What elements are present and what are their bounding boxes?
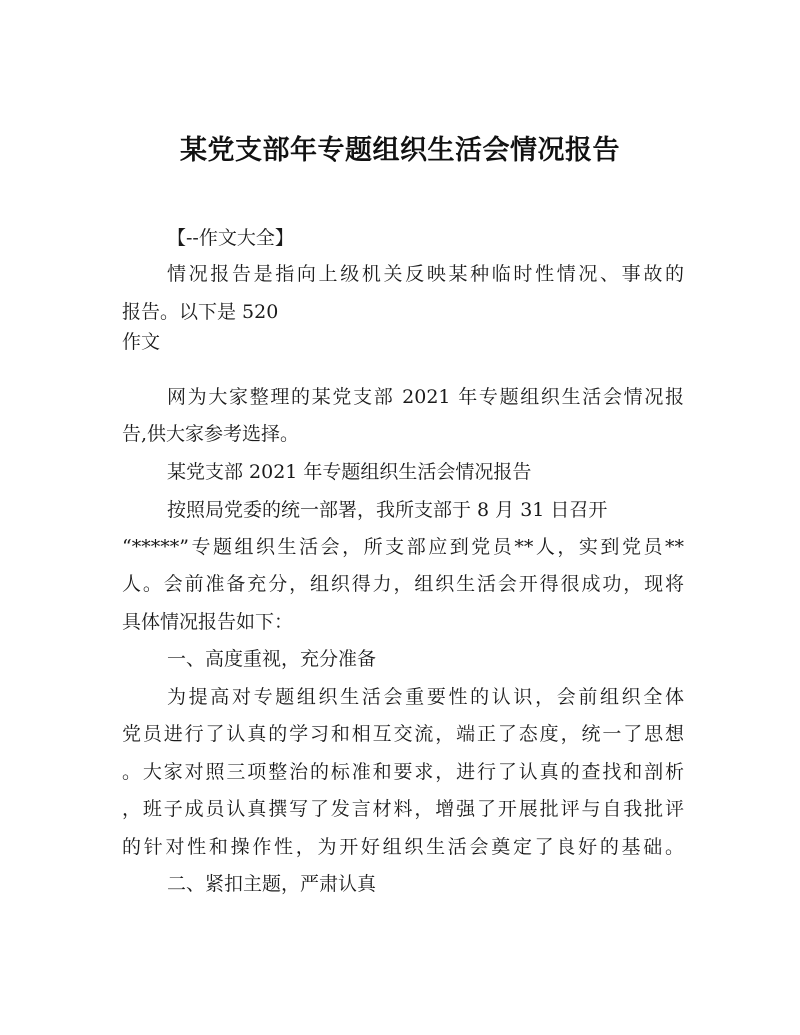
section-heading: 一、高度重视，充分准备 (167, 648, 377, 670)
paragraph-line: 具体情况报告如下： (122, 611, 294, 633)
paragraph-line: 的针对性和操作性，为开好组织生活会奠定了良好的基础。 (122, 836, 684, 858)
section-heading: 二、紧扣主题，严肃认真 (167, 873, 377, 895)
paragraph-line: 告,供大家参考选择。 (122, 423, 300, 445)
paragraph-line: 作文 (122, 331, 161, 353)
paragraph-line: 。大家对照三项整治的标准和要求，进行了认真的查找和剖析 (122, 761, 684, 783)
paragraph-line: 报告。以下是 520 (122, 301, 279, 323)
paragraph-line: 人。会前准备充分，组织得力，组织生活会开得很成功，现将 (122, 573, 684, 595)
paragraph-line: ，班子成员认真撰写了发言材料，增强了开展批评与自我批评 (122, 798, 684, 820)
paragraph-line: 党员进行了认真的学习和相互交流，端正了态度，统一了思想 (122, 723, 684, 745)
source-tag: 【--作文大全】 (167, 227, 294, 249)
document-title: 某党支部年专题组织生活会情况报告 (180, 135, 620, 166)
paragraph-line: “*****”专题组织生活会，所支部应到党员**人，实到党员** (122, 536, 684, 558)
paragraph-line: 按照局党委的统一部署，我所支部于 8 月 31 日召开 (167, 499, 608, 521)
paragraph-line: 网为大家整理的某党支部 2021 年专题组织生活会情况报 (167, 386, 684, 408)
paragraph-line: 情况报告是指向上级机关反映某种临时性情况、事故的 (167, 263, 684, 285)
paragraph-line: 为提高对专题组织生活会重要性的认识，会前组织全体 (167, 686, 684, 708)
report-subtitle: 某党支部 2021 年专题组织生活会情况报告 (167, 461, 532, 483)
